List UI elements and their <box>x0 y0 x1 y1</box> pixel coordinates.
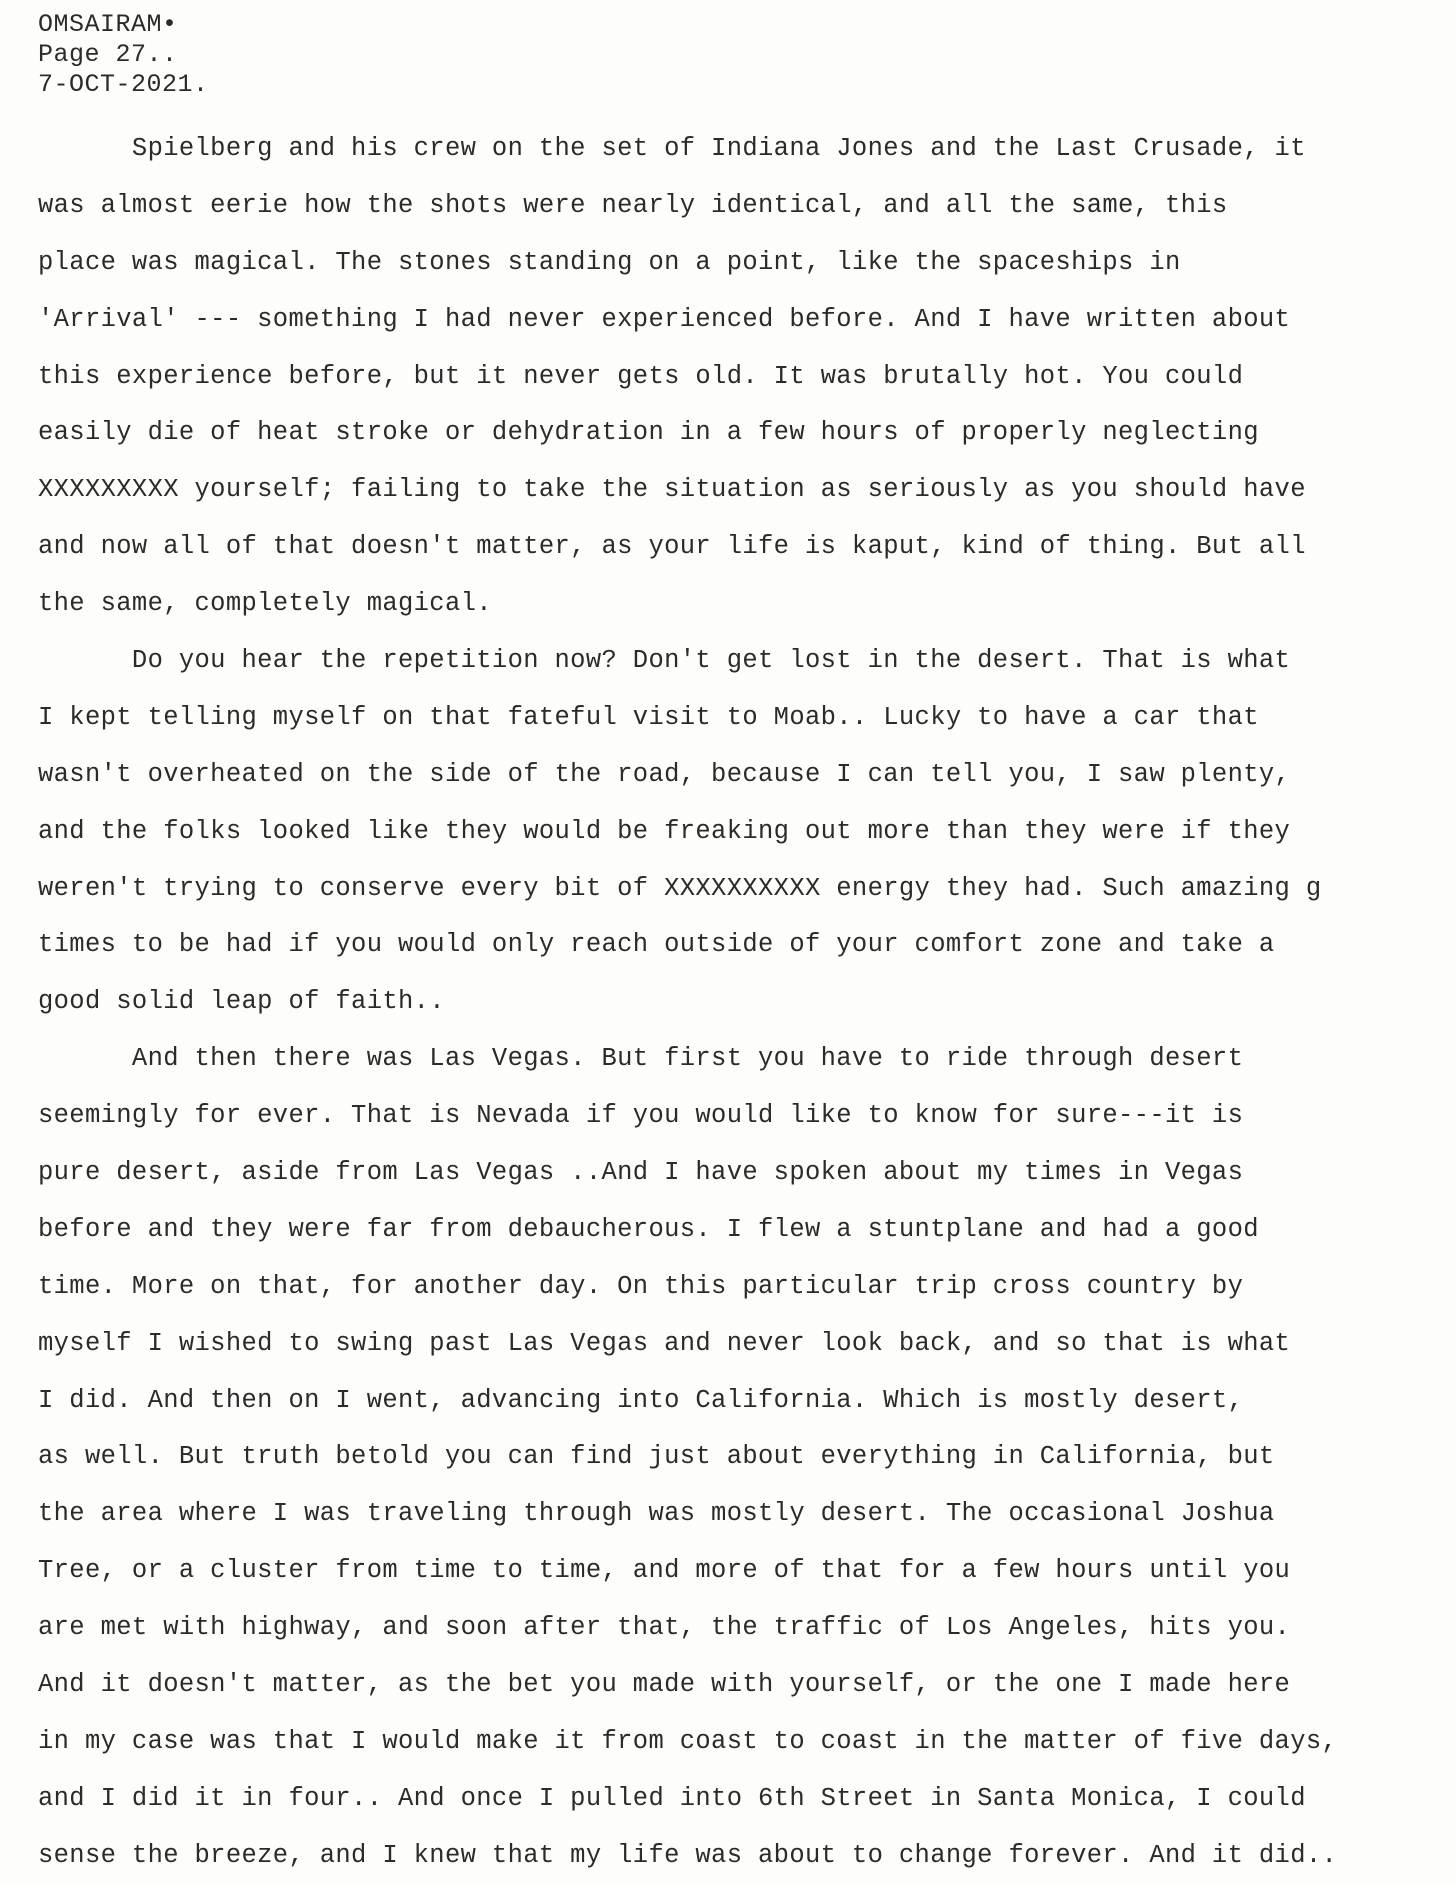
text-line: I kept telling myself on that fateful visit to Moab.. Lucky to have a car that <box>38 702 1259 732</box>
text-line: the area where I was traveling through was mostly desert. The occasional Joshua <box>38 1499 1275 1529</box>
text-line: seemingly for ever. That is Nevada if you would like to know for sure---it is <box>38 1101 1244 1131</box>
text-line: XXXXXXXXX yourself; failing to take the situation as seriously as you should have <box>38 475 1306 505</box>
text-line: wasn't overheated on the side of the road, because I can tell you, I saw plenty, <box>38 759 1291 789</box>
header-line: Page 27.. <box>38 40 178 69</box>
text-line: Spielberg and his crew on the set of Indiana Jones and the Last Crusade, it <box>38 134 1306 163</box>
text-line: And it doesn't matter, as the bet you made with yourself, or the one I made here <box>38 1670 1291 1700</box>
text-line: Tree, or a cluster from time to time, and more of that for a few hours until you <box>38 1556 1291 1586</box>
text-line: and I did it in four.. And once I pulled into 6th Street in Santa Monica, I could <box>38 1783 1306 1813</box>
page-header <box>38 10 209 100</box>
text-line: times to be had if you would only reach outside of your comfort zone and take a <box>38 930 1275 960</box>
text-line: weren't trying to conserve every bit of XXXXXXXXXX energy they had. Such amazing g <box>38 873 1322 903</box>
header-line: OMSAIRAM• <box>38 10 178 39</box>
text-line: was almost eerie how the shots were nearly identical, and all the same, this <box>38 190 1228 220</box>
text-line: And then there was Las Vegas. But first you have to ride through desert <box>38 1044 1244 1074</box>
typed-body <box>38 121 1438 1885</box>
text-line: sense the breeze, and I knew that my life was about to change forever. And it did.. <box>38 1840 1338 1870</box>
text-line: are met with highway, and soon after that, the traffic of Los Angeles, hits you. <box>38 1613 1291 1643</box>
text-line: I did. And then on I went, advancing into California. Which is mostly desert, <box>38 1385 1244 1415</box>
header-line: 7-OCT-2021. <box>38 70 209 99</box>
text-line: before and they were far from debaucherous. I flew a stuntplane and had a good <box>38 1214 1259 1244</box>
text-line: myself I wished to swing past Las Vegas and never look back, and so that is what <box>38 1328 1291 1358</box>
text-line: place was magical. The stones standing on a point, like the spaceships in <box>38 247 1181 277</box>
text-line: this experience before, but it never gets old. It was brutally hot. You could <box>38 361 1244 391</box>
text-line: 'Arrival' --- something I had never experienced before. And I have written about <box>38 304 1291 334</box>
text-line: good solid leap of faith.. <box>38 987 445 1017</box>
text-line: time. More on that, for another day. On this particular trip cross country by <box>38 1271 1244 1301</box>
text-line: Do you hear the repetition now? Don't get lost in the desert. That is what <box>38 646 1291 676</box>
text-line: in my case was that I would make it from coast to coast in the matter of five days, <box>38 1726 1338 1756</box>
text-line: pure desert, aside from Las Vegas ..And I have spoken about my times in Vegas <box>38 1158 1244 1188</box>
text-line: and the folks looked like they would be freaking out more than they were if they <box>38 816 1291 846</box>
text-line: easily die of heat stroke or dehydration in a few hours of properly neglecting <box>38 418 1259 448</box>
text-line: and now all of that doesn't matter, as your life is kaput, kind of thing. But all <box>38 532 1306 562</box>
text-line: as well. But truth betold you can find just about everything in California, but <box>38 1442 1275 1472</box>
text-line: the same, completely magical. <box>38 589 492 619</box>
